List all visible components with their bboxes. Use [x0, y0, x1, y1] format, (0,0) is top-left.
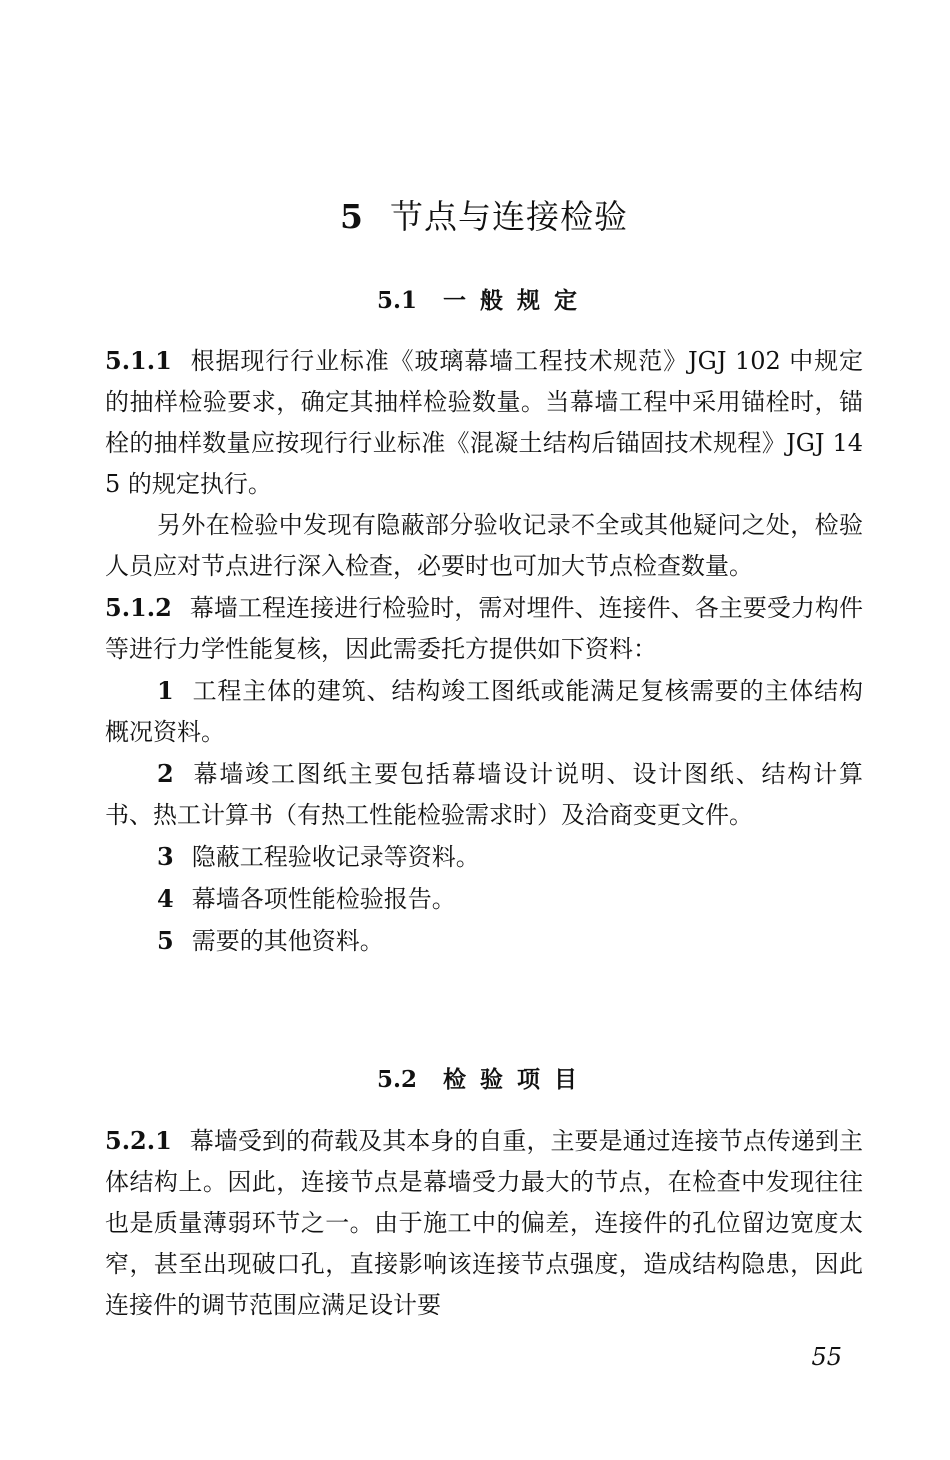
- item-number: 1: [157, 676, 174, 705]
- section-title: 一般规定: [443, 287, 591, 314]
- section-heading-5-1: [105, 284, 863, 318]
- document-page: [105, 0, 863, 1460]
- list-item-5: [105, 920, 863, 962]
- clause-number: 5.2.1: [105, 1126, 172, 1155]
- list-item-4: [105, 878, 863, 920]
- clause-block-5-1: [105, 340, 863, 962]
- section-number: 5.1: [376, 287, 417, 314]
- item-number: 5: [157, 926, 174, 955]
- clause-number: 5.1.2: [105, 593, 172, 622]
- item-text: 隐蔽工程验收记录等资料。: [191, 843, 480, 871]
- item-number: 3: [157, 842, 174, 871]
- clause-text: 幕墙工程连接进行检验时，需对埋件、连接件、各主要受力构件等进行力学性能复核，因此需委托方提供如下资料：: [105, 594, 863, 663]
- list-item-2: [105, 753, 863, 836]
- clause-number: 5.1.1: [105, 346, 172, 375]
- clause-5-1-1-continuation: 另外在检验中发现有隐蔽部分验收记录不全或其他疑问之处，检验人员应对节点进行深入检查，必要时也可加大节点检查数量。: [105, 511, 863, 580]
- clause-5-2-1: [105, 1120, 863, 1326]
- item-text: 工程主体的建筑、结构竣工图纸或能满足复核需要的主体结构概况资料。: [105, 677, 863, 746]
- clause-text: 幕墙受到的荷载及其本身的自重，主要是通过连接节点传递到主体结构上。因此，连接节点是幕墙受力最大的节点，在检查中发现往往也是质量薄弱环节之一。由于施工中的偏差，连接件的孔位留边宽度太窄，甚至出现破口孔，直接影响该连接节点强度，造成结构隐患，因此连接件的调节范围应满足设计要: [105, 1127, 863, 1319]
- list-item-1: [105, 670, 863, 753]
- item-text: 需要的其他资料。: [191, 927, 384, 955]
- clause-5-1-1: [105, 340, 863, 505]
- chapter-title: [105, 193, 863, 241]
- item-text: 幕墙各项性能检验报告。: [191, 885, 456, 913]
- clause-text: 根据现行行业标准《玻璃幕墙工程技术规范》JGJ 102 中规定的抽样检验要求，确定其抽样检验数量。当幕墙工程中采用锚栓时，锚栓的抽样数量应按现行行业标准《混凝土结构后锚固技术规程》JGJ 145 的规定执行。: [105, 347, 863, 498]
- section-number: 5.2: [376, 1066, 417, 1093]
- chapter-title-text: 节点与连接检验: [389, 197, 628, 236]
- section-title: 检验项目: [443, 1066, 591, 1093]
- list-item-3: [105, 836, 863, 878]
- item-text: 幕墙竣工图纸主要包括幕墙设计说明、设计图纸、结构计算书、热工计算书（有热工性能检验需求时）及洽商变更文件。: [105, 760, 863, 829]
- item-number: 4: [157, 884, 174, 913]
- section-heading-5-2: [105, 1063, 863, 1097]
- item-number: 2: [157, 759, 174, 788]
- page-number: 55: [811, 1343, 842, 1371]
- clause-5-1-2: [105, 587, 863, 670]
- chapter-number: 5: [340, 197, 364, 236]
- clause-block-5-2: [105, 1120, 863, 1326]
